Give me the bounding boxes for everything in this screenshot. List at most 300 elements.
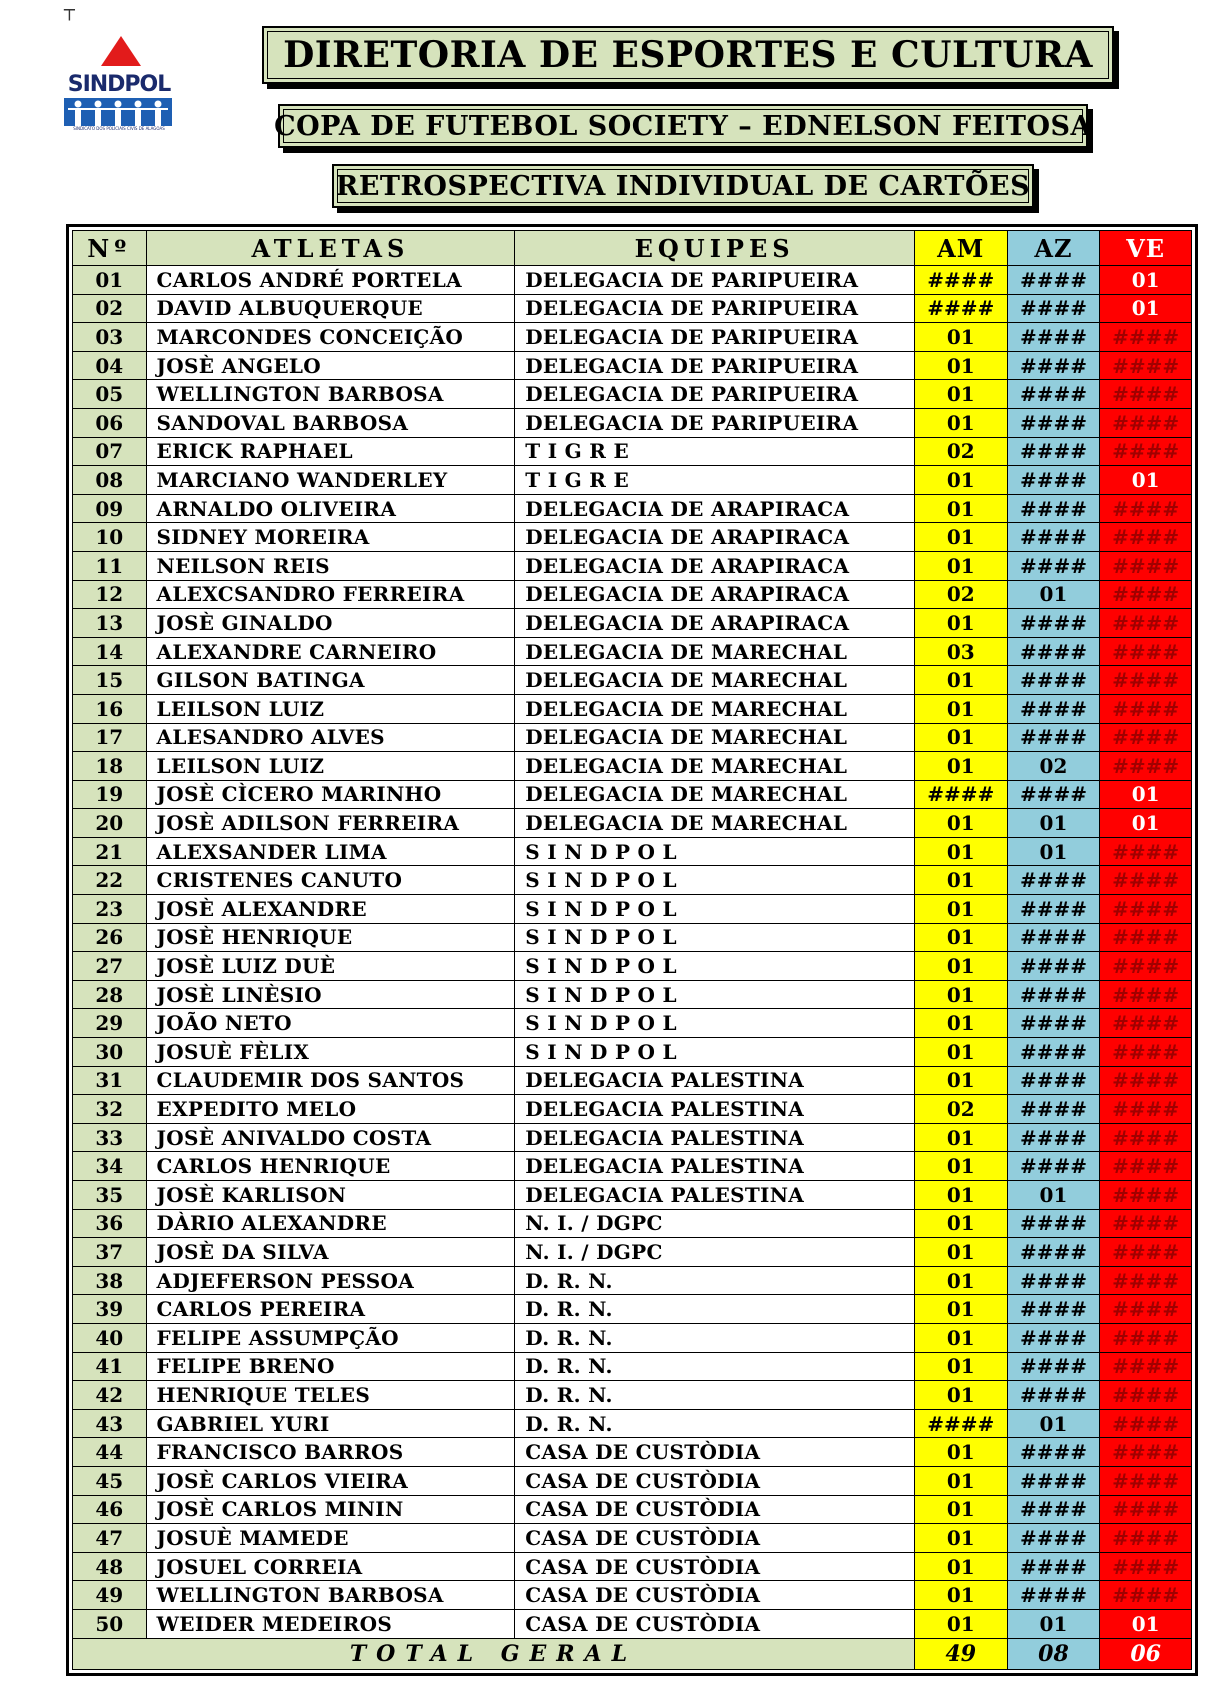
yellow-cards: 01 <box>914 1466 1007 1495</box>
row-number: 48 <box>73 1552 147 1581</box>
athlete-name: FELIPE ASSUMPÇÃO <box>146 1323 515 1352</box>
table-row <box>73 1209 1192 1238</box>
yellow-cards: 01 <box>914 1266 1007 1295</box>
athlete-name: DÀRIO ALEXANDRE <box>146 1209 515 1238</box>
team-name: DELEGACIA DE MARECHAL <box>515 694 915 723</box>
table-row <box>73 1238 1192 1267</box>
blue-cards: #### <box>1007 895 1100 924</box>
blue-cards: #### <box>1007 1152 1100 1181</box>
athlete-name: JOSÈ ADILSON FERREIRA <box>146 809 515 838</box>
yellow-cards: 01 <box>914 1552 1007 1581</box>
athlete-name: ALEXANDRE CARNEIRO <box>146 637 515 666</box>
yellow-cards: 01 <box>914 1381 1007 1410</box>
table-row <box>73 1581 1192 1610</box>
athlete-name: SIDNEY MOREIRA <box>146 523 515 552</box>
ve-cards: #### <box>1100 1209 1192 1238</box>
table-row <box>73 323 1192 352</box>
blue-cards: #### <box>1007 1581 1100 1610</box>
athlete-name: ARNALDO OLIVEIRA <box>146 494 515 523</box>
ve-cards: #### <box>1100 694 1192 723</box>
table-row <box>73 1438 1192 1467</box>
ve-cards: 01 <box>1100 294 1192 323</box>
header-number: Nº <box>73 231 147 266</box>
yellow-cards: 01 <box>914 494 1007 523</box>
team-name: CASA DE CUSTÒDIA <box>515 1609 915 1638</box>
table-row <box>73 1038 1192 1067</box>
blue-cards: #### <box>1007 1009 1100 1038</box>
blue-cards: #### <box>1007 1295 1100 1324</box>
row-number: 42 <box>73 1381 147 1410</box>
ve-cards: #### <box>1100 723 1192 752</box>
blue-cards: #### <box>1007 1209 1100 1238</box>
team-name: S I N D P O L <box>515 1038 915 1067</box>
team-name: CASA DE CUSTÒDIA <box>515 1552 915 1581</box>
ve-cards: #### <box>1100 1381 1192 1410</box>
blue-cards: 01 <box>1007 1181 1100 1210</box>
row-number: 04 <box>73 351 147 380</box>
team-name: D. R. N. <box>515 1295 915 1324</box>
ve-cards: 01 <box>1100 466 1192 495</box>
row-number: 45 <box>73 1466 147 1495</box>
team-name: D. R. N. <box>515 1323 915 1352</box>
blue-cards: #### <box>1007 666 1100 695</box>
yellow-cards: 01 <box>914 323 1007 352</box>
yellow-cards: 01 <box>914 752 1007 781</box>
athlete-name: CARLOS PEREIRA <box>146 1295 515 1324</box>
athlete-name: JOSÈ CARLOS VIEIRA <box>146 1466 515 1495</box>
blue-cards: #### <box>1007 609 1100 638</box>
team-name: CASA DE CUSTÒDIA <box>515 1438 915 1467</box>
athlete-name: HENRIQUE TELES <box>146 1381 515 1410</box>
blue-cards: #### <box>1007 1352 1100 1381</box>
table-row <box>73 408 1192 437</box>
athlete-name: WELLINGTON BARBOSA <box>146 1581 515 1610</box>
athlete-name: FELIPE BRENO <box>146 1352 515 1381</box>
team-name: S I N D P O L <box>515 837 915 866</box>
blue-cards: #### <box>1007 694 1100 723</box>
yellow-cards: 01 <box>914 609 1007 638</box>
header-red-cards: VE <box>1100 231 1192 266</box>
total-blue: 08 <box>1007 1638 1100 1669</box>
yellow-cards: #### <box>914 1409 1007 1438</box>
athlete-name: JOSÈ ANGELO <box>146 351 515 380</box>
row-number: 21 <box>73 837 147 866</box>
blue-cards: #### <box>1007 1238 1100 1267</box>
athlete-name: JOSÈ ALEXANDRE <box>146 895 515 924</box>
table-row <box>73 809 1192 838</box>
row-number: 29 <box>73 1009 147 1038</box>
ve-cards: #### <box>1100 1495 1192 1524</box>
blue-cards: #### <box>1007 1066 1100 1095</box>
blue-cards: #### <box>1007 1323 1100 1352</box>
blue-cards: #### <box>1007 1095 1100 1124</box>
row-number: 31 <box>73 1066 147 1095</box>
table-row <box>73 1066 1192 1095</box>
yellow-cards: 01 <box>914 1295 1007 1324</box>
athlete-name: ALEXCSANDRO FERREIRA <box>146 580 515 609</box>
ve-cards: #### <box>1100 923 1192 952</box>
total-row <box>73 1638 1192 1669</box>
yellow-cards: 01 <box>914 980 1007 1009</box>
yellow-cards: #### <box>914 266 1007 295</box>
blue-cards: #### <box>1007 380 1100 409</box>
athlete-name: WELLINGTON BARBOSA <box>146 380 515 409</box>
ve-cards: #### <box>1100 351 1192 380</box>
row-number: 01 <box>73 266 147 295</box>
athlete-name: LEILSON LUIZ <box>146 694 515 723</box>
blue-cards: #### <box>1007 351 1100 380</box>
athlete-name: JOSUEL CORREIA <box>146 1552 515 1581</box>
table-row <box>73 1381 1192 1410</box>
ve-cards: #### <box>1100 1409 1192 1438</box>
team-name: DELEGACIA DE MARECHAL <box>515 723 915 752</box>
table-row <box>73 1123 1192 1152</box>
cards-table <box>72 230 1192 1670</box>
row-number: 16 <box>73 694 147 723</box>
yellow-cards: 01 <box>914 1609 1007 1638</box>
blue-cards: #### <box>1007 408 1100 437</box>
team-name: DELEGACIA DE ARAPIRACA <box>515 609 915 638</box>
yellow-cards: #### <box>914 294 1007 323</box>
athlete-name: JOSUÈ MAMEDE <box>146 1524 515 1553</box>
row-number: 44 <box>73 1438 147 1467</box>
yellow-cards: 01 <box>914 952 1007 981</box>
row-number: 39 <box>73 1295 147 1324</box>
ve-cards: #### <box>1100 523 1192 552</box>
row-number: 34 <box>73 1152 147 1181</box>
section-title: RETROSPECTIVA INDIVIDUAL DE CARTÕES <box>332 164 1034 208</box>
logo-people-icon <box>64 98 172 126</box>
blue-cards: 01 <box>1007 837 1100 866</box>
ve-cards: #### <box>1100 323 1192 352</box>
team-name: DELEGACIA DE PARIPUEIRA <box>515 294 915 323</box>
table-row <box>73 694 1192 723</box>
table-row <box>73 723 1192 752</box>
athlete-name: MARCIANO WANDERLEY <box>146 466 515 495</box>
blue-cards: #### <box>1007 1123 1100 1152</box>
table-row <box>73 866 1192 895</box>
table-row <box>73 1552 1192 1581</box>
team-name: DELEGACIA DE PARIPUEIRA <box>515 408 915 437</box>
ve-cards: 01 <box>1100 266 1192 295</box>
row-number: 43 <box>73 1409 147 1438</box>
ve-cards: #### <box>1100 494 1192 523</box>
row-number: 14 <box>73 637 147 666</box>
athlete-name: JOÃO NETO <box>146 1009 515 1038</box>
athlete-name: NEILSON REIS <box>146 551 515 580</box>
row-number: 12 <box>73 580 147 609</box>
yellow-cards: 01 <box>914 408 1007 437</box>
blue-cards: #### <box>1007 866 1100 895</box>
total-yellow: 49 <box>914 1638 1007 1669</box>
yellow-cards: 01 <box>914 837 1007 866</box>
table-row <box>73 351 1192 380</box>
yellow-cards: 01 <box>914 551 1007 580</box>
header-blue-cards: AZ <box>1007 231 1100 266</box>
team-name: DELEGACIA DE ARAPIRACA <box>515 580 915 609</box>
table-row <box>73 666 1192 695</box>
row-number: 41 <box>73 1352 147 1381</box>
row-number: 23 <box>73 895 147 924</box>
yellow-cards: 03 <box>914 637 1007 666</box>
table-row <box>73 437 1192 466</box>
yellow-cards: 01 <box>914 1495 1007 1524</box>
blue-cards: #### <box>1007 1266 1100 1295</box>
table-row <box>73 266 1192 295</box>
blue-cards: #### <box>1007 1038 1100 1067</box>
team-name: CASA DE CUSTÒDIA <box>515 1466 915 1495</box>
table-row <box>73 1009 1192 1038</box>
row-number: 27 <box>73 952 147 981</box>
row-number: 40 <box>73 1323 147 1352</box>
team-name: S I N D P O L <box>515 1009 915 1038</box>
yellow-cards: 01 <box>914 923 1007 952</box>
team-name: DELEGACIA DE PARIPUEIRA <box>515 380 915 409</box>
row-number: 10 <box>73 523 147 552</box>
athlete-name: JOSÈ HENRIQUE <box>146 923 515 952</box>
ve-cards: #### <box>1100 1581 1192 1610</box>
header-athletes: ATLETAS <box>146 231 515 266</box>
yellow-cards: 01 <box>914 723 1007 752</box>
yellow-cards: 01 <box>914 1352 1007 1381</box>
blue-cards: #### <box>1007 294 1100 323</box>
blue-cards: #### <box>1007 551 1100 580</box>
row-number: 18 <box>73 752 147 781</box>
yellow-cards: #### <box>914 780 1007 809</box>
blue-cards: 01 <box>1007 809 1100 838</box>
ve-cards: 01 <box>1100 1609 1192 1638</box>
yellow-cards: 01 <box>914 1438 1007 1467</box>
athlete-name: FRANCISCO BARROS <box>146 1438 515 1467</box>
table-row <box>73 895 1192 924</box>
blue-cards: #### <box>1007 1438 1100 1467</box>
row-number: 07 <box>73 437 147 466</box>
row-number: 50 <box>73 1609 147 1638</box>
athlete-name: ALESANDRO ALVES <box>146 723 515 752</box>
table-row <box>73 294 1192 323</box>
table-row <box>73 1095 1192 1124</box>
logo-tagline: SINDICATO DOS POLICIAIS CIVIS DE ALAGOAS <box>73 126 165 131</box>
table-row <box>73 837 1192 866</box>
ve-cards: #### <box>1100 1466 1192 1495</box>
ve-cards: #### <box>1100 1181 1192 1210</box>
team-name: S I N D P O L <box>515 866 915 895</box>
ve-cards: #### <box>1100 408 1192 437</box>
yellow-cards: 01 <box>914 1181 1007 1210</box>
row-number: 02 <box>73 294 147 323</box>
blue-cards: #### <box>1007 923 1100 952</box>
blue-cards: 02 <box>1007 752 1100 781</box>
team-name: T I G R E <box>515 466 915 495</box>
row-number: 11 <box>73 551 147 580</box>
team-name: N. I. / DGPC <box>515 1238 915 1267</box>
athlete-name: JOSÈ ANIVALDO COSTA <box>146 1123 515 1152</box>
blue-cards: 01 <box>1007 1609 1100 1638</box>
table-row <box>73 523 1192 552</box>
total-label: TOTAL GERAL <box>73 1638 915 1669</box>
ve-cards: #### <box>1100 580 1192 609</box>
athlete-name: CRISTENES CANUTO <box>146 866 515 895</box>
athlete-name: ADJEFERSON PESSOA <box>146 1266 515 1295</box>
row-number: 06 <box>73 408 147 437</box>
athlete-name: MARCONDES CONCEIÇÃO <box>146 323 515 352</box>
row-number: 46 <box>73 1495 147 1524</box>
yellow-cards: 01 <box>914 1581 1007 1610</box>
ve-cards: #### <box>1100 952 1192 981</box>
ve-cards: #### <box>1100 637 1192 666</box>
blue-cards: #### <box>1007 637 1100 666</box>
table-row <box>73 1409 1192 1438</box>
yellow-cards: 02 <box>914 580 1007 609</box>
blue-cards: #### <box>1007 952 1100 981</box>
team-name: CASA DE CUSTÒDIA <box>515 1581 915 1610</box>
yellow-cards: 01 <box>914 694 1007 723</box>
athlete-name: JOSÈ LUIZ DUÈ <box>146 952 515 981</box>
row-number: 22 <box>73 866 147 895</box>
table-row <box>73 1466 1192 1495</box>
team-name: DELEGACIA PALESTINA <box>515 1181 915 1210</box>
team-name: DELEGACIA PALESTINA <box>515 1123 915 1152</box>
table-row <box>73 923 1192 952</box>
athlete-name: JOSÈ DA SILVA <box>146 1238 515 1267</box>
row-number: 28 <box>73 980 147 1009</box>
team-name: DELEGACIA DE PARIPUEIRA <box>515 351 915 380</box>
table-row <box>73 551 1192 580</box>
athlete-name: CARLOS HENRIQUE <box>146 1152 515 1181</box>
ve-cards: #### <box>1100 866 1192 895</box>
yellow-cards: 01 <box>914 1209 1007 1238</box>
ve-cards: #### <box>1100 1238 1192 1267</box>
table-row <box>73 752 1192 781</box>
athlete-name: ERICK RAPHAEL <box>146 437 515 466</box>
table-row <box>73 1266 1192 1295</box>
blue-cards: #### <box>1007 980 1100 1009</box>
row-number: 08 <box>73 466 147 495</box>
yellow-cards: 01 <box>914 1066 1007 1095</box>
blue-cards: #### <box>1007 1495 1100 1524</box>
ve-cards: #### <box>1100 1323 1192 1352</box>
blue-cards: #### <box>1007 1524 1100 1553</box>
team-name: DELEGACIA DE MARECHAL <box>515 637 915 666</box>
team-name: S I N D P O L <box>515 952 915 981</box>
team-name: D. R. N. <box>515 1409 915 1438</box>
ve-cards: #### <box>1100 752 1192 781</box>
row-number: 35 <box>73 1181 147 1210</box>
cards-table-container <box>66 224 1198 1676</box>
table-row <box>73 494 1192 523</box>
athlete-name: LEILSON LUIZ <box>146 752 515 781</box>
yellow-cards: 01 <box>914 1323 1007 1352</box>
ve-cards: #### <box>1100 1295 1192 1324</box>
ve-cards: #### <box>1100 1095 1192 1124</box>
team-name: DELEGACIA DE ARAPIRACA <box>515 523 915 552</box>
blue-cards: #### <box>1007 266 1100 295</box>
blue-cards: #### <box>1007 780 1100 809</box>
yellow-cards: 01 <box>914 1009 1007 1038</box>
table-header-row <box>73 231 1192 266</box>
team-name: DELEGACIA DE MARECHAL <box>515 666 915 695</box>
ve-cards: #### <box>1100 551 1192 580</box>
team-name: DELEGACIA DE MARECHAL <box>515 809 915 838</box>
athlete-name: JOSÈ CÌCERO MARINHO <box>146 780 515 809</box>
ve-cards: #### <box>1100 666 1192 695</box>
team-name: CASA DE CUSTÒDIA <box>515 1495 915 1524</box>
athlete-name: CLAUDEMIR DOS SANTOS <box>146 1066 515 1095</box>
blue-cards: 01 <box>1007 1409 1100 1438</box>
cup-title: COPA DE FUTEBOL SOCIETY – EDNELSON FEITOSA <box>278 104 1088 148</box>
blue-cards: #### <box>1007 723 1100 752</box>
athlete-name: GABRIEL YURI <box>146 1409 515 1438</box>
team-name: N. I. / DGPC <box>515 1209 915 1238</box>
header-yellow-cards: AM <box>914 231 1007 266</box>
ve-cards: #### <box>1100 609 1192 638</box>
team-name: DELEGACIA DE PARIPUEIRA <box>515 266 915 295</box>
team-name: DELEGACIA PALESTINA <box>515 1095 915 1124</box>
yellow-cards: 02 <box>914 437 1007 466</box>
athlete-name: JOSUÈ FÈLIX <box>146 1038 515 1067</box>
athlete-name: JOSÈ CARLOS MININ <box>146 1495 515 1524</box>
blue-cards: #### <box>1007 323 1100 352</box>
ve-cards: #### <box>1100 1438 1192 1467</box>
athlete-name: EXPEDITO MELO <box>146 1095 515 1124</box>
yellow-cards: 01 <box>914 666 1007 695</box>
ve-cards: #### <box>1100 1038 1192 1067</box>
logo-name: SINDPOL <box>67 72 171 97</box>
team-name: T I G R E <box>515 437 915 466</box>
table-row <box>73 637 1192 666</box>
ve-cards: #### <box>1100 980 1192 1009</box>
table-row <box>73 1295 1192 1324</box>
athlete-name: JOSÈ GINALDO <box>146 609 515 638</box>
ve-cards: #### <box>1100 837 1192 866</box>
row-number: 36 <box>73 1209 147 1238</box>
team-name: DELEGACIA PALESTINA <box>515 1152 915 1181</box>
blue-cards: #### <box>1007 523 1100 552</box>
blue-cards: #### <box>1007 1466 1100 1495</box>
table-row <box>73 1524 1192 1553</box>
yellow-cards: 01 <box>914 380 1007 409</box>
team-name: DELEGACIA DE PARIPUEIRA <box>515 323 915 352</box>
ve-cards: #### <box>1100 1152 1192 1181</box>
table-row <box>73 380 1192 409</box>
total-red: 06 <box>1100 1638 1192 1669</box>
team-name: CASA DE CUSTÒDIA <box>515 1524 915 1553</box>
table-row <box>73 980 1192 1009</box>
row-number: 20 <box>73 809 147 838</box>
team-name: DELEGACIA PALESTINA <box>515 1066 915 1095</box>
yellow-cards: 01 <box>914 895 1007 924</box>
team-name: D. R. N. <box>515 1266 915 1295</box>
table-row <box>73 1352 1192 1381</box>
row-number: 15 <box>73 666 147 695</box>
table-row <box>73 1609 1192 1638</box>
yellow-cards: 01 <box>914 466 1007 495</box>
athlete-name: DAVID ALBUQUERQUE <box>146 294 515 323</box>
row-number: 26 <box>73 923 147 952</box>
athlete-name: JOSÈ LINÈSIO <box>146 980 515 1009</box>
table-row <box>73 780 1192 809</box>
row-number: 03 <box>73 323 147 352</box>
row-number: 37 <box>73 1238 147 1267</box>
team-name: D. R. N. <box>515 1381 915 1410</box>
table-row <box>73 1323 1192 1352</box>
team-name: DELEGACIA DE ARAPIRACA <box>515 494 915 523</box>
ve-cards: 01 <box>1100 809 1192 838</box>
athlete-name: ALEXSANDER LIMA <box>146 837 515 866</box>
table-row <box>73 466 1192 495</box>
yellow-cards: 01 <box>914 1123 1007 1152</box>
athlete-name: SANDOVAL BARBOSA <box>146 408 515 437</box>
